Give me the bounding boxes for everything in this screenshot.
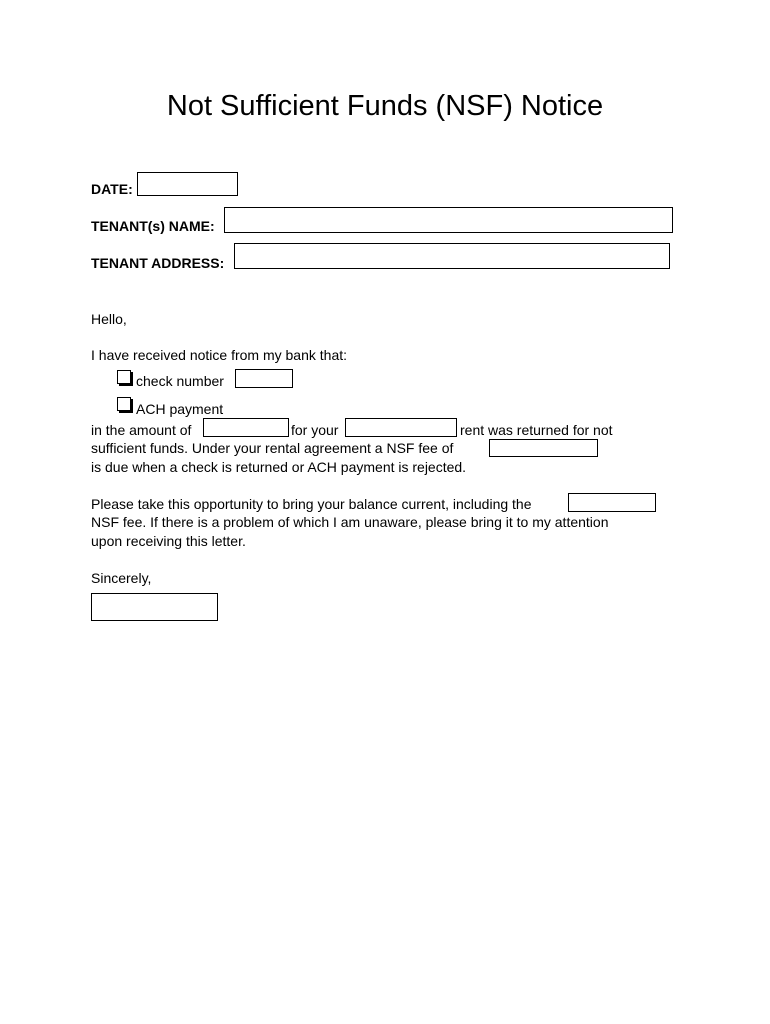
balance-line-1: Please take this opportunity to bring your balance current, including the (91, 496, 532, 512)
balance-line-3: upon receiving this letter. (91, 533, 246, 549)
amount-prefix-text: in the amount of (91, 422, 192, 438)
balance-line-2: NSF fee. If there is a problem of which I am unaware, please bring it to my attention (91, 514, 609, 530)
check-number-checkbox[interactable] (117, 370, 131, 384)
fee-line-text: sufficient funds. Under your rental agreement a NSF fee of (91, 440, 454, 456)
rent-returned-text: rent was returned for not (460, 422, 613, 438)
date-label: DATE: (91, 181, 133, 197)
tenant-name-label: TENANT(s) NAME: (91, 218, 215, 234)
rent-period-field[interactable] (345, 418, 457, 437)
tenant-name-field[interactable] (224, 207, 673, 233)
intro-text: I have received notice from my bank that: (91, 347, 348, 363)
check-number-label: check number (136, 373, 224, 389)
tenant-address-field[interactable] (234, 243, 670, 269)
for-your-text: for your (291, 422, 339, 438)
check-number-field[interactable] (235, 369, 293, 388)
signature-field[interactable] (91, 593, 218, 621)
amount-field[interactable] (203, 418, 289, 437)
page-title: Not Sufficient Funds (NSF) Notice (166, 90, 604, 122)
ach-payment-checkbox[interactable] (117, 397, 131, 411)
greeting-text: Hello, (91, 311, 127, 327)
ach-payment-label: ACH payment (136, 401, 224, 417)
balance-amount-field[interactable] (568, 493, 656, 512)
nsf-fee-field[interactable] (489, 439, 598, 457)
tenant-address-label: TENANT ADDRESS: (91, 255, 225, 271)
closing-text: Sincerely, (91, 570, 152, 586)
due-line-text: is due when a check is returned or ACH payment is rejected. (91, 459, 467, 475)
date-field[interactable] (137, 172, 238, 196)
